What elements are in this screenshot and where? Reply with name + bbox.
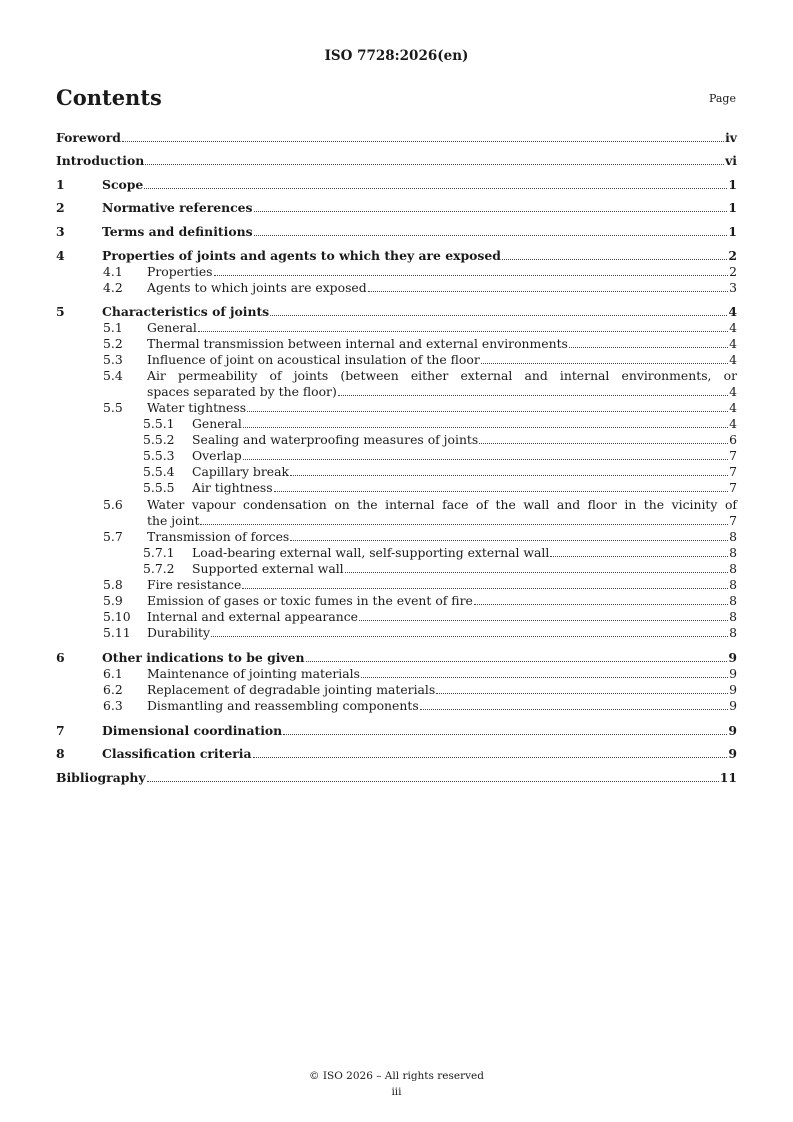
dot-leader (420, 698, 728, 710)
toc-entry[interactable] (56, 264, 737, 280)
toc-entry[interactable] (56, 320, 737, 336)
toc-entry[interactable] (56, 723, 737, 739)
toc-entry[interactable] (56, 153, 737, 169)
toc-entry-page: 2 (729, 264, 737, 279)
toc-entry-page: 8 (729, 609, 737, 624)
dot-leader (368, 280, 728, 292)
toc-entry-title: Normative references (102, 200, 253, 215)
toc-entry[interactable] (56, 336, 737, 352)
toc-entry-title: Thermal transmission between internal and external environments (147, 336, 568, 351)
toc-entry-title: Dismantling and reassembling components (147, 698, 419, 713)
toc-entry-number: 5.2 (103, 336, 123, 351)
dot-leader (254, 200, 728, 212)
dot-leader (198, 320, 728, 332)
toc-entry-page: 11 (719, 770, 737, 785)
toc-entry-number: 5.1 (103, 320, 123, 335)
dot-leader (436, 682, 728, 694)
toc-entry-number: 5.5 (103, 400, 123, 415)
toc-entry-title-continued: the joint (147, 513, 200, 528)
toc-entry-number: 5.5.3 (143, 448, 175, 463)
toc-entry-title: Water tightness (147, 400, 247, 415)
toc-entry[interactable] (56, 545, 737, 561)
dot-leader (283, 723, 727, 735)
toc-entry-number: 5.9 (103, 593, 123, 608)
toc-entry-page: 8 (729, 625, 737, 640)
toc-entry[interactable] (56, 609, 737, 625)
toc-entry-number: 4.1 (103, 264, 123, 279)
copyright-notice: © ISO 2026 – All rights reserved (309, 1070, 484, 1082)
dot-leader (361, 666, 728, 678)
toc-entry-number: 5.7 (103, 529, 123, 544)
toc-entry-number: 6.3 (103, 698, 123, 713)
toc-entry-title: Emission of gases or toxic fumes in the event of fire (147, 593, 473, 608)
page-number: iii (391, 1086, 402, 1098)
toc-entry[interactable] (56, 200, 737, 216)
toc-entry-page: 8 (729, 545, 737, 560)
dot-leader (243, 416, 728, 428)
toc-entry-title: Supported external wall (192, 561, 344, 576)
dot-leader (474, 593, 728, 605)
toc-entry-page: 2 (728, 248, 737, 263)
toc-entry-page: 4 (729, 320, 737, 335)
toc-entry-title: Dimensional coordination (102, 723, 283, 738)
toc-entry-page: 4 (729, 416, 737, 431)
dot-leader (274, 480, 728, 492)
dot-leader (214, 264, 729, 276)
toc-entry[interactable] (56, 352, 737, 368)
toc-entry-page: 7 (729, 513, 737, 528)
toc-entry-title: General (192, 416, 242, 431)
toc-entry-page: vi (725, 153, 737, 168)
toc-entry-title: Agents to which joints are exposed (147, 280, 367, 295)
dot-leader (145, 153, 724, 165)
toc-entry-number: 5.6 (103, 497, 123, 512)
toc-entry-title: Properties (147, 264, 213, 279)
toc-entry-number: 5.7.1 (143, 545, 175, 560)
toc-entry-page: 1 (728, 224, 737, 239)
toc-entry-number: 8 (56, 746, 65, 761)
toc-entry-number: 5 (56, 304, 65, 319)
toc-entry-number: 4.2 (103, 280, 123, 295)
toc-entry-page: 3 (729, 280, 737, 295)
toc-entry-title: Bibliography (56, 770, 146, 785)
toc-entry-title: Air tightness (192, 480, 273, 495)
toc-entry-title: Overlap (192, 448, 242, 463)
dot-leader (200, 513, 728, 525)
dot-leader (550, 545, 728, 557)
toc-entry[interactable] (56, 625, 737, 641)
toc-entry-number: 7 (56, 723, 65, 738)
toc-entry-title: Internal and external appearance (147, 609, 358, 624)
toc-entry-title: Foreword (56, 130, 121, 145)
toc-entry-title: Fire resistance (147, 577, 242, 592)
toc-entry[interactable] (56, 770, 737, 786)
toc-entry-page: 8 (729, 593, 737, 608)
page-column-label: Page (708, 92, 736, 105)
dot-leader (242, 577, 728, 589)
toc-entry-page: 8 (729, 577, 737, 592)
toc-entry[interactable] (56, 416, 737, 432)
dot-leader (253, 746, 728, 758)
dot-leader (243, 448, 728, 460)
toc-entry-page: 7 (729, 480, 737, 495)
toc-entry-number: 5.4 (103, 368, 123, 383)
toc-entry-page: 1 (728, 200, 737, 215)
toc-entry-page: 6 (729, 432, 737, 447)
dot-leader (147, 770, 719, 782)
toc-entry-page: 7 (729, 448, 737, 463)
toc-entry[interactable] (56, 130, 737, 146)
toc-entry[interactable] (56, 400, 737, 416)
toc-entry[interactable] (56, 529, 737, 545)
dot-leader (338, 384, 728, 396)
toc-entry-number: 6.1 (103, 666, 123, 681)
dot-leader (144, 177, 727, 189)
toc-entry-page: 4 (729, 352, 737, 367)
toc-entry[interactable] (56, 368, 737, 399)
toc-entry-number: 5.5.2 (143, 432, 175, 447)
toc-entry-number: 6 (56, 650, 65, 665)
toc-entry-page: 9 (729, 666, 737, 681)
toc-entry-page: 4 (728, 304, 737, 319)
toc-entry-page: 4 (729, 400, 737, 415)
toc-entry[interactable] (56, 497, 737, 528)
dot-leader (290, 529, 728, 541)
toc-entry-number: 1 (56, 177, 65, 192)
toc-entry[interactable] (56, 593, 737, 609)
toc-entry-page: 9 (729, 682, 737, 697)
toc-entry-title: Classification criteria (102, 746, 252, 761)
toc-entry[interactable] (56, 280, 737, 296)
toc-entry[interactable] (56, 224, 737, 240)
dot-leader (290, 464, 728, 476)
dot-leader (479, 432, 728, 444)
toc-entry-page: 7 (729, 464, 737, 479)
toc-entry[interactable] (56, 448, 737, 464)
toc-entry-page: 9 (729, 698, 737, 713)
dot-leader (247, 400, 728, 412)
toc-entry-page: 1 (728, 177, 737, 192)
toc-entry[interactable] (56, 650, 737, 666)
toc-entry-number: 5.11 (103, 625, 131, 640)
toc-entry-page: 8 (729, 561, 737, 576)
toc-entry-number: 4 (56, 248, 65, 263)
toc-entry-title: Durability (147, 625, 211, 640)
toc-entry-title: Air permeability of joints (between either external and internal environments, or (147, 368, 737, 383)
toc-entry-number: 5.5.1 (143, 416, 175, 431)
toc-entry-page: 9 (728, 650, 737, 665)
dot-leader (359, 609, 728, 621)
dot-leader (502, 248, 727, 260)
toc-entry-title: General (147, 320, 197, 335)
toc-entry-number: 5.8 (103, 577, 123, 592)
toc-entry-title: Transmission of forces (147, 529, 290, 544)
toc-entry[interactable] (56, 304, 737, 320)
toc-entry-page: iv (725, 130, 737, 145)
dot-leader (345, 561, 728, 573)
toc-entry-title: Capillary break (192, 464, 290, 479)
toc-entry-title: Load-bearing external wall, self-supporting external wall (192, 545, 550, 560)
toc-entry-title: Sealing and waterproofing measures of joints (192, 432, 479, 447)
toc-entry-number: 5.5.4 (143, 464, 175, 479)
toc-entry-title: Influence of joint on acoustical insulation of the floor (147, 352, 480, 367)
toc-entry-number: 5.7.2 (143, 561, 175, 576)
page-footer (0, 1068, 793, 1100)
toc-entry[interactable] (56, 464, 737, 480)
toc-entry-title: Replacement of degradable jointing materials (147, 682, 436, 697)
toc-entry-number: 5.3 (103, 352, 123, 367)
toc-entry-title-continued: spaces separated by the floor) (147, 384, 337, 399)
toc-entry-page: 4 (729, 384, 737, 399)
toc-entry[interactable] (56, 248, 737, 264)
toc-entry[interactable] (56, 480, 737, 496)
toc-entry[interactable] (56, 666, 737, 682)
toc-entry-number: 2 (56, 200, 65, 215)
toc-entry-title: Characteristics of joints (102, 304, 270, 319)
toc-entry-title: Maintenance of jointing materials (147, 666, 360, 681)
dot-leader (481, 352, 728, 364)
toc-entry[interactable] (56, 682, 737, 698)
toc-entry-title: Terms and definitions (102, 224, 253, 239)
toc-entry-number: 5.5.5 (143, 480, 175, 495)
toc-entry-page: 9 (728, 746, 737, 761)
toc-entry[interactable] (56, 746, 737, 762)
toc-entry[interactable] (56, 577, 737, 593)
toc-entry[interactable] (56, 698, 737, 714)
toc-entry-title: Properties of joints and agents to which they are exposed (102, 248, 501, 263)
dot-leader (569, 336, 728, 348)
toc-entry-title: Water vapour condensation on the internal face of the wall and floor in the vicinity of (147, 497, 737, 512)
toc-entry[interactable] (56, 177, 737, 193)
dot-leader (254, 224, 728, 236)
dot-leader (306, 650, 728, 662)
contents-title: Contents (56, 85, 162, 110)
dot-leader (122, 130, 724, 142)
toc-entry-number: 3 (56, 224, 65, 239)
toc-entry[interactable] (56, 561, 737, 577)
document-header: ISO 7728:2026(en) (324, 48, 469, 64)
toc-entry-title: Introduction (56, 153, 145, 168)
toc-entry-number: 5.10 (103, 609, 131, 624)
toc-entry-title: Scope (102, 177, 144, 192)
dot-leader (270, 304, 727, 316)
toc-entry-page: 4 (729, 336, 737, 351)
dot-leader (211, 625, 728, 637)
toc-entry-title: Other indications to be given (102, 650, 305, 665)
toc-entry[interactable] (56, 432, 737, 448)
toc-entry-page: 8 (729, 529, 737, 544)
toc-entry-page: 9 (728, 723, 737, 738)
toc-entry-number: 6.2 (103, 682, 123, 697)
